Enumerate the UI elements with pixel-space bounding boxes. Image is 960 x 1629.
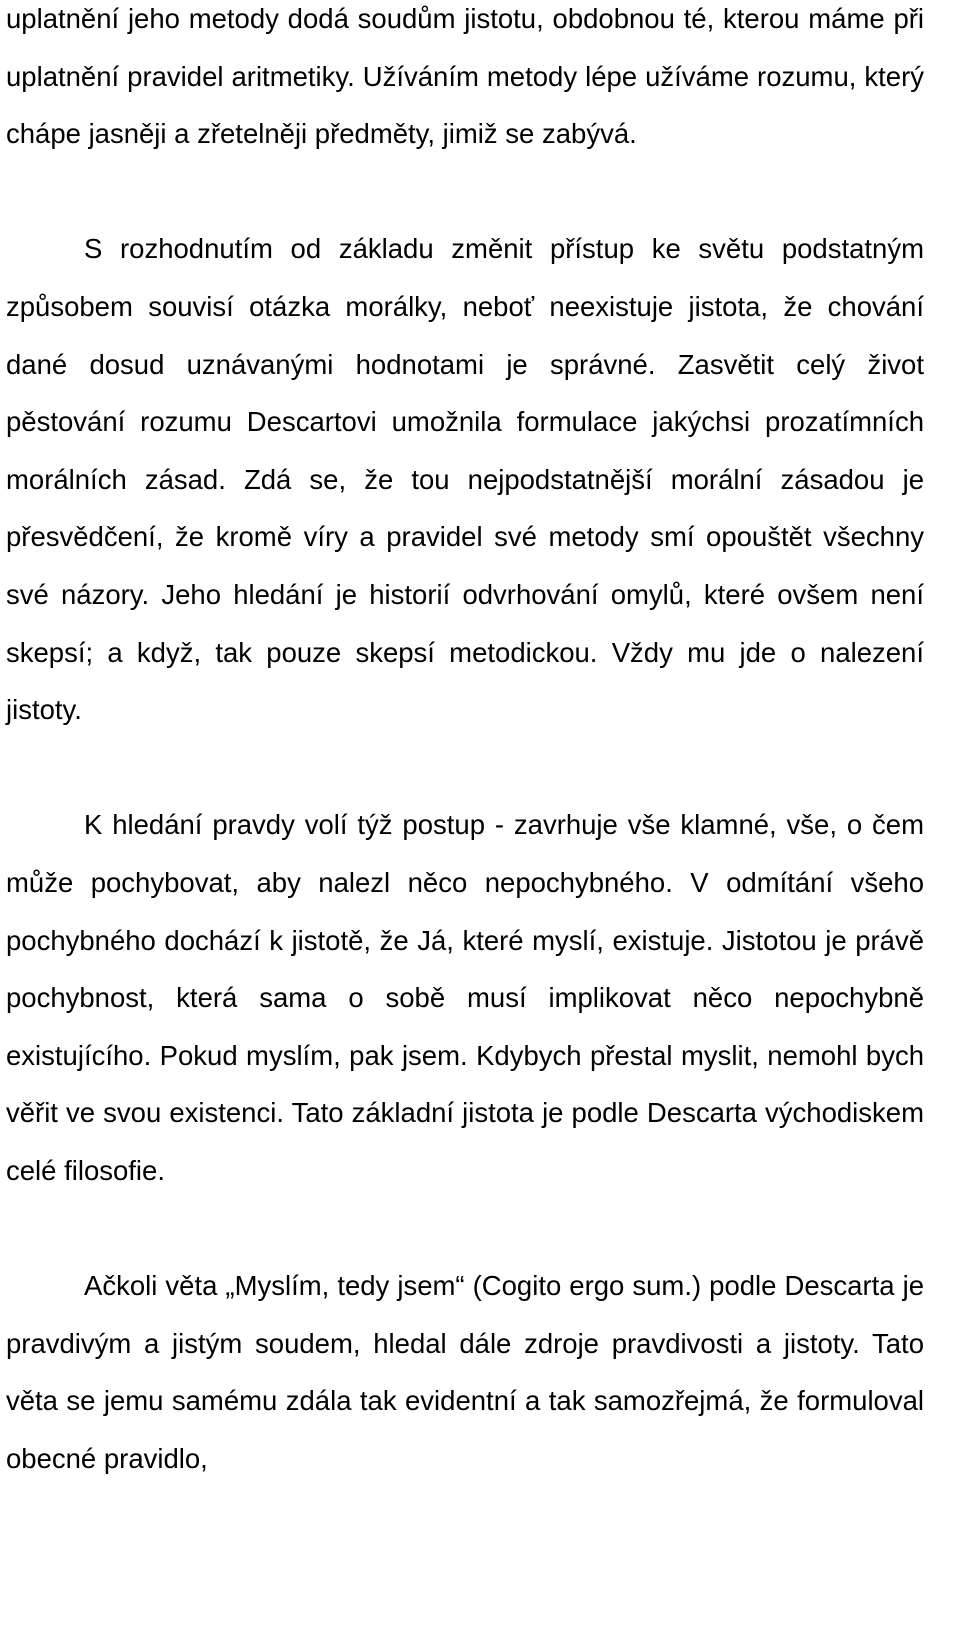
paragraph-gap	[6, 1199, 924, 1257]
paragraph-gap	[6, 163, 924, 221]
paragraph-4: Ačkoli věta „Myslím, tedy jsem“ (Cogito ergo sum.) podle Descarta je pravdivým a jistým soudem, hledal dále zdroje pravdivosti a jistoty. Tato věta se jemu samému zdála tak evidentní a tak samozřejmá, že formuloval obecné pravidlo,	[6, 1270, 924, 1474]
paragraph-1: uplatnění jeho metody dodá soudům jistotu, obdobnou té, kterou máme při uplatnění pravidel aritmetiky. Užíváním metody lépe užíváme rozumu, který chápe jasněji a zřetelněji předměty, jimiž se zabývá.	[6, 3, 924, 150]
paragraph-gap	[6, 739, 924, 797]
paragraph-3: K hledání pravdy volí týž postup - zavrhuje vše klamné, vše, o čem může pochybovat, aby nalezl něco nepochybného. V odmítání všeho pochybného dochází k jistotě, že Já, které myslí, existuje. Jistotou je právě pochybnost, která sama o sobě musí implikovat něco nepochybně existujícího. Pokud myslím, pak jsem. Kdybych přestal myslit, nemohl bych věřit ve svou existenci. Tato základní jistota je podle Descarta východiskem celé filosofie.	[6, 809, 924, 1186]
document-page	[6, 0, 924, 1487]
paragraph-2: S rozhodnutím od základu změnit přístup ke světu podstatným způsobem souvisí otázka morálky, neboť neexistuje jistota, že chování dané dosud uznávanými hodnotami je správné. Zasvětit celý život pěstování rozumu Descartovi umožnila formulace jakýchsi prozatímních morálních zásad. Zdá se, že tou nejpodstatnější morální zásadou je přesvědčení, že kromě víry a pravidel své metody smí opouštět všechny své názory. Jeho hledání je historií odvrhování omylů, které ovšem není skepsí; a když, tak pouze skepsí metodickou. Vždy mu jde o nalezení jistoty.	[6, 233, 924, 726]
